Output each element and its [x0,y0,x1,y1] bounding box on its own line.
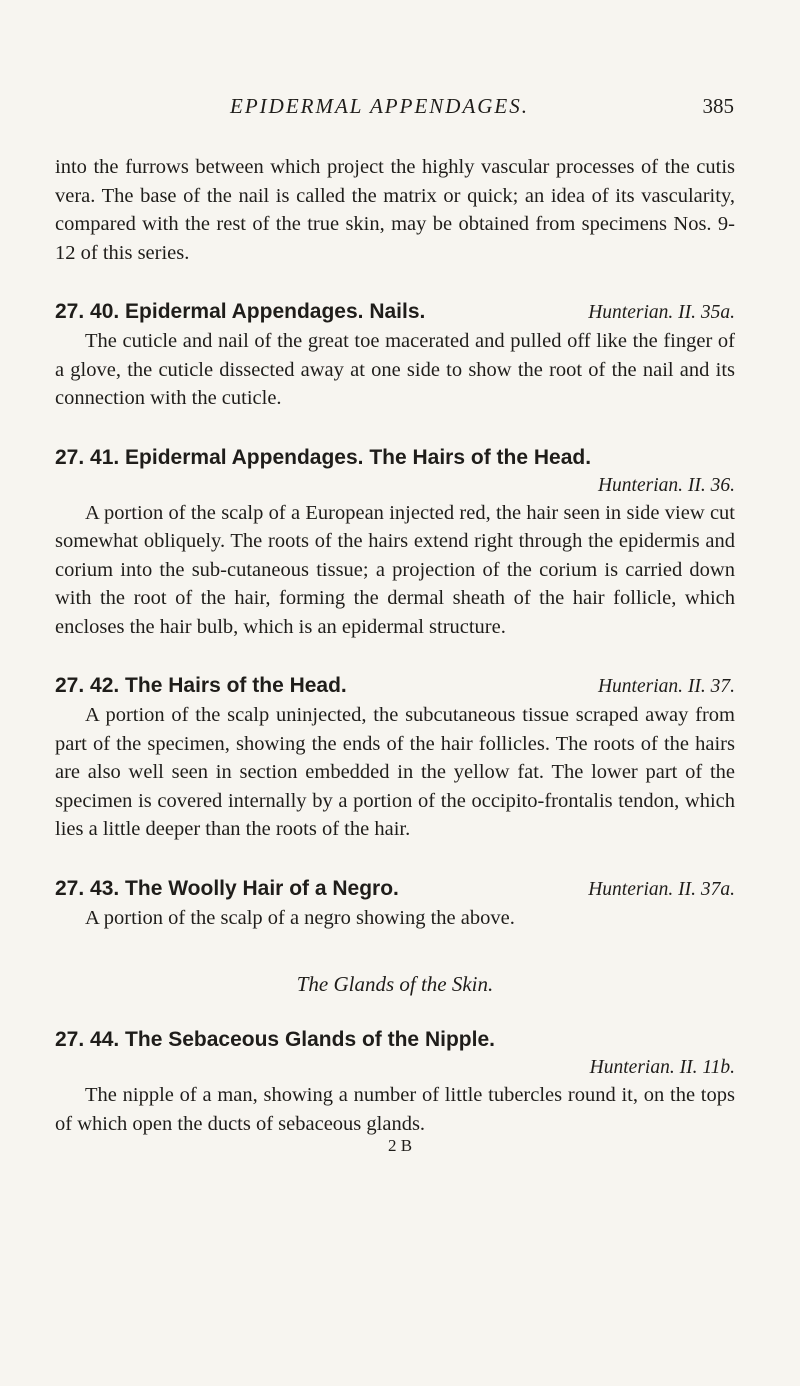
entry-heading: 27. 42. The Hairs of the Head. [55,674,347,697]
entry-heading-row [55,671,735,701]
intro-paragraph: into the furrows between which project the highly vascular processes of the cutis vera. The base of the nail is called the matrix or quick; an idea of its vascularity, compared with the rest of the true skin, may be obtained from specimens Nos. 9-12 of this series. [55,156,735,264]
entry-description: A portion of the scalp of a negro showing the above. [85,906,515,929]
entry-27-41 [55,443,735,642]
entry-description: A portion of the scalp of a European injected red, the hair seen in side view cut somewhat obliquely. The roots of the hairs extend right through the epidermis and corium into the sub-cutaneous tissue; a projection of the corium is carried down with the root of the hair, forming the dermal sheath of the hair follicle, which encloses the hair bulb, which is an epidermal structure. [55,501,735,638]
entry-27-40 [55,297,735,413]
entry-description: The nipple of a man, showing a number of little tubercles round it, on the tops of which open the ducts of sebaceous glands. [55,1084,735,1135]
entry-heading-row [55,297,735,327]
entry-27-43 [55,874,735,933]
entry-heading: 27. 40. Epidermal Appendages. Nails. [55,300,426,323]
entry-description: The cuticle and nail of the great toe macerated and pulled off like the finger of a glove, the cuticle dissected away at one side to show the root of the nail and its connection with the cuticle. [55,330,735,409]
entry-heading: 27. 41. Epidermal Appendages. The Hairs of the Head. [55,445,592,469]
entry-reference: Hunterian. II. 37a. [588,878,735,900]
section-title: The Glands of the Skin. [296,972,494,996]
entry-reference: Hunterian. II. 11b. [589,1057,735,1078]
signature-mark: 2 B [387,1136,413,1155]
entry-reference: Hunterian. II. 37. [597,676,735,697]
entry-heading-row [55,874,735,904]
entry-27-42 [55,671,735,844]
page-content [55,153,735,1156]
entry-heading: 27. 44. The Sebaceous Glands of the Nipple. [55,1028,495,1051]
entry-heading-row [55,443,735,472]
entry-description: A portion of the scalp uninjected, the subcutaneous tissue scraped away from part of the specimen, showing the ends of the hair follicles. The roots of the hairs are also well seen in section embedded in the yellow fat. The lower part of the specimen is covered internally by a portion of the occipito-frontalis tendon, which lies a little deeper than the roots of the hair. [55,704,735,840]
entry-heading-row [55,1025,735,1054]
entry-reference: Hunterian. II. 35a. [588,302,735,323]
running-header [0,94,800,128]
page-number: 385 [702,94,734,118]
entry-27-44 [55,1025,735,1138]
entry-heading: 27. 43. The Woolly Hair of a Negro. [55,876,399,900]
running-title: EPIDERMAL APPENDAGES. [230,94,530,118]
entry-reference: Hunterian. II. 36. [597,474,735,496]
